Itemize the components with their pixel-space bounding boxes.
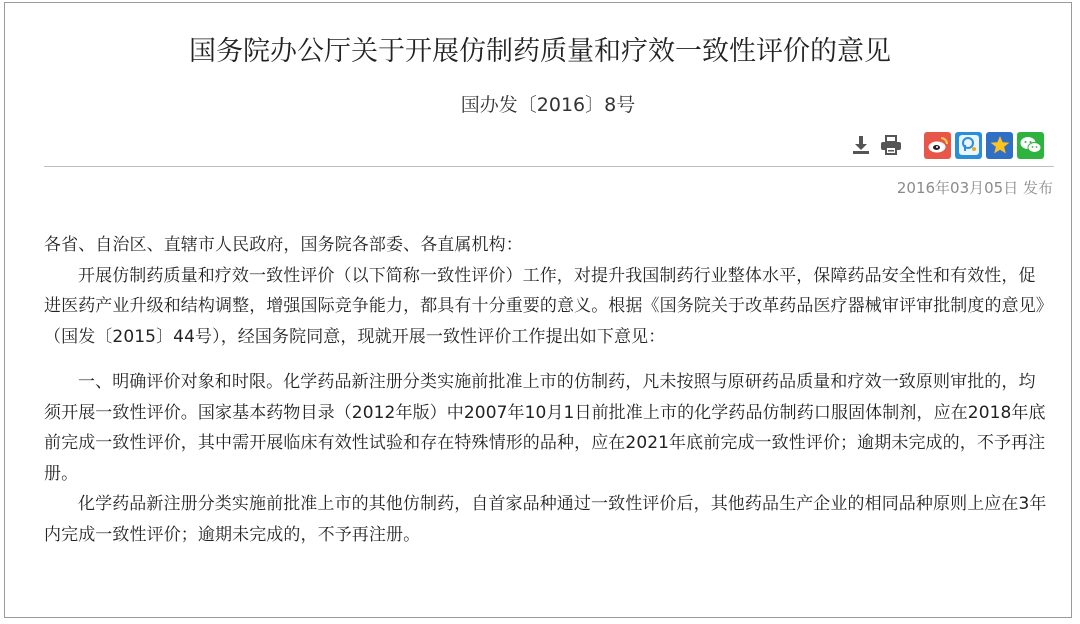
divider [44, 166, 1054, 167]
publish-date: 2016年03月05日 发布 [896, 179, 1053, 197]
paragraph: 一、明确评价对象和时限。化学药品新注册分类实施前批准上市的仿制药，凡未按照与原研药品质量和疗效一致原则审批的，均须开展一致性评价。国家基本药物目录（2012年版）中2007年10月1日前批准上市的化学药品仿制药口服固体制剂，应在2018年底前完成一致性评价，其中需开展临床有效性试验和存在特殊情形的品种，应在2021年底前完成一致性评价；逾期未完成的，不予再注册。 [44, 372, 1046, 484]
toolbar [850, 131, 1048, 159]
share-buttons [924, 132, 1048, 159]
document-title: 国务院办公厅关于开展仿制药质量和疗效一致性评价的意见 [189, 36, 891, 67]
document-number: 国办发〔2016〕8号 [460, 94, 636, 116]
paragraph: 开展仿制药质量和疗效一致性评价（以下简称一致性评价）工作，对提升我国制药行业整体水平，保障药品安全性和有效性，促进医药产业升级和结构调整，增强国际竞争能力，都具有十分重要的意义。根据《国务院关于改革药品医疗器械审评审批制度的意见》（国发〔2015〕44号），经国务院同意，现就开展一致性评价工作提出如下意见： [44, 265, 1045, 347]
weibo-icon[interactable] [924, 132, 951, 159]
paragraph: 化学药品新注册分类实施前批准上市的其他仿制药，自首家品种通过一致性评价后，其他药品生产企业的相同品种原则上应在3年内完成一致性评价；逾期未完成的，不予再注册。 [44, 494, 1047, 545]
wechat-icon[interactable] [1017, 132, 1044, 159]
download-icon[interactable] [850, 134, 872, 156]
salutation: 各省、自治区、直辖市人民政府，国务院各部委、各直属机构： [44, 235, 523, 255]
qzone-icon[interactable] [986, 132, 1013, 159]
print-icon[interactable] [880, 134, 902, 156]
tencent-weibo-icon[interactable] [955, 132, 982, 159]
document-body [44, 230, 1050, 550]
